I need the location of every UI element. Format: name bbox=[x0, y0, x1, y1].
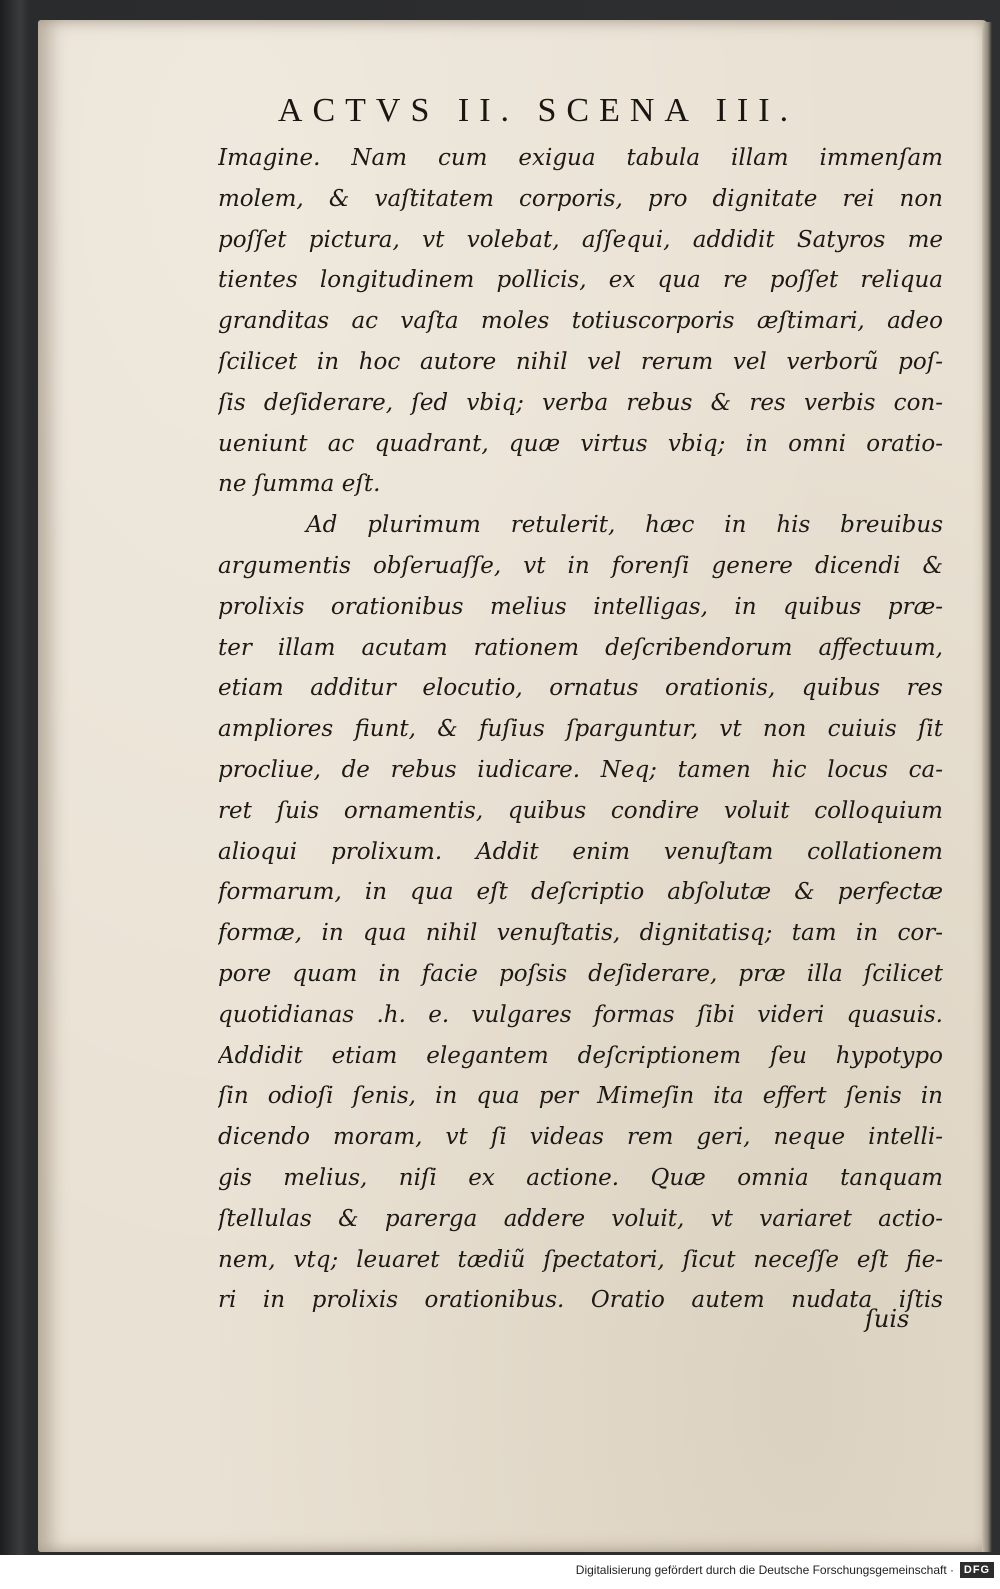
text-line: pore quam in facie poſsis deſiderare, præ illa ſcilicet bbox=[218, 960, 943, 987]
text-line: formæ, in qua nihil venuſtatis, dignitatisq; tam in cor- bbox=[218, 920, 943, 947]
text-line: alioqui prolixum. Addit enim venuſtam collationem bbox=[218, 838, 943, 865]
text-line: prolixis orationibus melius intelligas, in quibus præ- bbox=[218, 593, 943, 620]
text-line: procliue, de rebus iudicare. Neq; tamen hic locus ca- bbox=[218, 756, 943, 783]
text-line: tientes longitudinem pollicis, ex qua re poſſet reliqua bbox=[218, 267, 943, 294]
body-text bbox=[218, 138, 943, 1321]
text-line: ſin odioſi ſenis, in qua per Mimeſin ita effert ſenis in bbox=[218, 1083, 943, 1110]
text-line: ter illam acutam rationem deſcribendorum affectuum, bbox=[218, 634, 943, 661]
text-line: quotidianas .h. e. vulgares formas ſibi videri quasuis. bbox=[218, 1001, 943, 1028]
text-line: nem, vtq; leuaret tædiũ ſpectatori, ſicut neceſſe eſt fie- bbox=[218, 1246, 943, 1273]
text-line: ampliores fiunt, & fuſius ſparguntur, vt non cuiuis ſit bbox=[218, 716, 943, 743]
text-line: ueniunt ac quadrant, quæ virtus vbiq; in omni oratio- bbox=[218, 430, 943, 457]
text-line: etiam additur elocutio, ornatus orationis, quibus res bbox=[218, 675, 943, 702]
text-line: granditas ac vaſta moles totiuscorporis æſtimari, adeo bbox=[218, 308, 943, 335]
text-line: formarum, in qua eſt deſcriptio abſolutæ & perfectæ bbox=[218, 879, 943, 906]
text-line: dicendo moram, vt ſi videas rem geri, neque intelli- bbox=[218, 1124, 943, 1151]
dfg-logo: DFG bbox=[960, 1562, 994, 1578]
text-line: Ad plurimum retulerit, hæc in his breuibus bbox=[306, 512, 943, 539]
text-line: Addidit etiam elegantem deſcriptionem ſeu hypotypo bbox=[218, 1042, 943, 1069]
text-line: ſtellulas & parerga addere voluit, vt variaret actio- bbox=[218, 1205, 943, 1232]
text-line: ſis deſiderare, ſed vbiq; verba rebus & res verbis con- bbox=[218, 389, 943, 416]
text-line: molem, & vaſtitatem corporis, pro dignitate rei non bbox=[218, 185, 943, 212]
text-line: argumentis obſeruaſſe, vt in forenſi genere dicendi & bbox=[218, 552, 943, 579]
text-line: gis melius, niſi ex actione. Quæ omnia tanquam bbox=[218, 1164, 943, 1191]
digitization-credit: Digitalisierung gefördert durch die Deutsche Forschungsgemeinschaft · bbox=[575, 1563, 954, 1577]
text-line: ri in prolixis orationibus. Oratio autem nudata iſtis bbox=[218, 1287, 943, 1314]
page-edge bbox=[982, 22, 992, 1552]
text-line: ne ſumma eſt. bbox=[218, 471, 381, 498]
catchword: ſuis bbox=[865, 1305, 910, 1333]
running-header: ACTVS II. SCENA III. bbox=[277, 92, 799, 129]
text-line: poſſet pictura, vt volebat, aſſequi, addidit Satyros me bbox=[218, 226, 943, 253]
text-line: ſcilicet in hoc autore nihil vel rerum vel verborũ poſ- bbox=[218, 348, 943, 375]
text-line: Imagine. Nam cum exigua tabula illam immenſam bbox=[218, 145, 943, 171]
text-line: ret ſuis ornamentis, quibus condire voluit colloquium bbox=[218, 797, 943, 824]
